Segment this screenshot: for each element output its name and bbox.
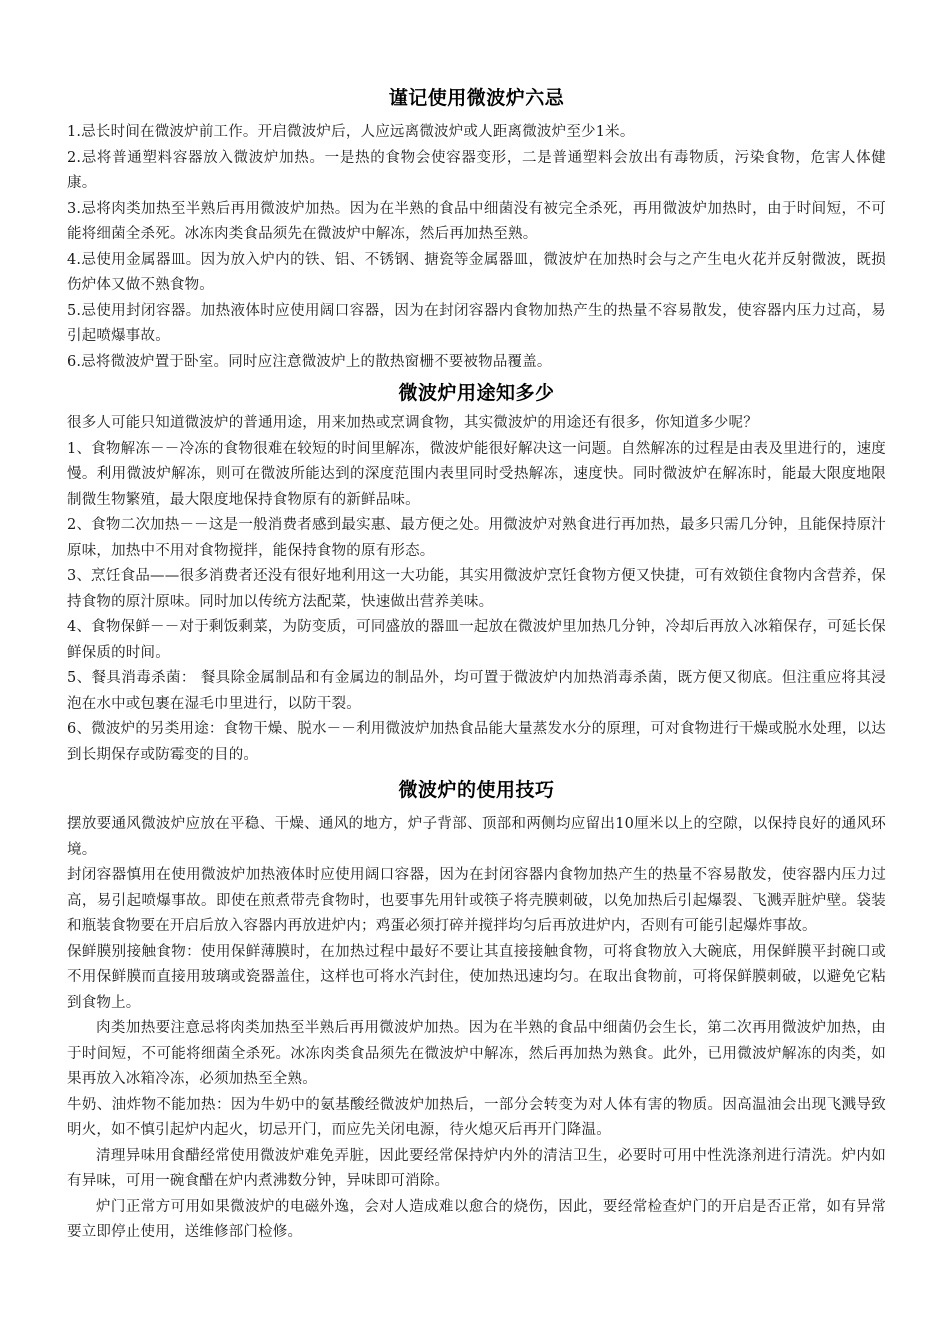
- paragraph: 牛奶、油炸物不能加热：因为牛奶中的氨基酸经微波炉加热后，一部分会转变为对人体有害的物质。因高温油会出现飞溅导致明火，如不慎引起炉内起火，切忌开门，而应先关闭电源，待火熄灭后再开门降温。: [67, 1096, 886, 1138]
- paragraph: 清理异味用食醋经常使用微波炉难免弄脏，因此要经常保持炉内外的清洁卫生，必要时可用中性洗涤剂进行清洗。炉内如有异味，可用一碗食醋在炉内煮沸数分钟，异味即可消除。: [67, 1147, 886, 1189]
- paragraph: 封闭容器慎用在使用微波炉加热液体时应使用阔口容器，因为在封闭容器内食物加热产生的热量不容易散发，使容器内压力过高，易引起喷爆事故。即使在煎煮带壳食物时，也要事先用针或筷子将壳膜刺破，以免加热后引起爆裂、飞溅弄脏炉壁。袋装和瓶装食物要在开启后放入容器内再放进炉内；鸡蛋必须打碎并搅拌均匀后再放进炉内，否则有可能引起爆炸事故。: [67, 867, 886, 934]
- paragraph: 1、食物解冻－－冷冻的食物很难在较短的时间里解冻，微波炉能很好解决这一问题。自然解冻的过程是由表及里进行的，速度慢。利用微波炉解冻，则可在微波所能达到的深度范围内表里同时受热解冻，速度快。同时微波炉在解冻时，能最大限度地限制微生物繁殖，最大限度地保持食物原有的新鲜品味。: [67, 440, 886, 508]
- paragraph: 肉类加热要注意忌将肉类加热至半熟后再用微波炉加热。因为在半熟的食品中细菌仍会生长，第二次再用微波炉加热，由于时间短，不可能将细菌全杀死。冰冻肉类食品须先在微波炉中解冻，然后再加热为熟食。此外，已用微波炉解冻的肉类，如果再放入冰箱冷冻，必须加热至全熟。: [67, 1020, 886, 1087]
- paragraph: 保鲜膜别接触食物：使用保鲜薄膜时，在加热过程中最好不要让其直接接触食物，可将食物放入大碗底，用保鲜膜平封碗口或不用保鲜膜而直接用玻璃或瓷器盖住，这样也可将水汽封住，使加热迅速均匀。在取出食物前，可将保鲜膜刺破，以避免它粘到食物上。: [67, 943, 886, 1011]
- paragraph: 2、食物二次加热－－这是一般消费者感到最实惠、最方便之处。用微波炉对熟食进行再加热，最多只需几分钟，且能保持原汁原味，加热中不用对食物搅拌，能保持食物的原有形态。: [67, 517, 886, 559]
- section-title-six-taboos: 谨记使用微波炉六忌: [388, 87, 565, 109]
- paragraph: 1.忌长时间在微波炉前工作。开启微波炉后，人应远离微波炉或人距离微波炉至少1米。: [67, 124, 635, 140]
- paragraph: 6、微波炉的另类用途：食物干燥、脱水－－利用微波炉加热食品能大量蒸发水分的原理，可对食物进行干燥或脱水处理，以达到长期保存或防霉变的目的。: [67, 721, 886, 763]
- paragraph: 炉门正常方可用如果微波炉的电磁外逸，会对人造成难以愈合的烧伤，因此，要经常检查炉门的开启是否正常，如有异常要立即停止使用，送维修部门检修。: [67, 1198, 886, 1240]
- paragraph: 6.忌将微波炉置于卧室。同时应注意微波炉上的散热窗栅不要被物品覆盖。: [67, 353, 552, 370]
- section-tips: [67, 812, 886, 1246]
- section-uses: [67, 411, 886, 768]
- paragraph: 4.忌使用金属器皿。因为放入炉内的铁、铝、不锈钢、搪瓷等金属器皿，微波炉在加热时会与之产生电火花并反射微波，既损伤炉体又做不熟食物。: [67, 251, 886, 293]
- paragraph: 很多人可能只知道微波炉的普通用途，用来加热或烹调食物，其实微波炉的用途还有很多，你知道多少呢？: [67, 415, 758, 431]
- paragraph: 5、餐具消毒杀菌： 餐具除金属制品和有金属边的制品外，均可置于微波炉内加热消毒杀菌，既方便又彻底。但注重应将其浸泡在水中或包裹在湿毛巾里进行，以防干裂。: [67, 670, 886, 712]
- section-title-uses: 微波炉用途知多少: [398, 382, 555, 404]
- paragraph: 3.忌将肉类加热至半熟后再用微波炉加热。因为在半熟的食品中细菌没有被完全杀死，再用微波炉加热时，由于时间短，不可能将细菌全杀死。冰冻肉类食品须先在微波炉中解冻，然后再加热至熟。: [67, 200, 886, 242]
- paragraph: 4、食物保鲜－－对于剩饭剩菜，为防变质，可同盛放的器皿一起放在微波炉里加热几分钟，冷却后再放入冰箱保存，可延长保鲜保质的时间。: [67, 619, 886, 661]
- section-six-taboos: [67, 120, 886, 375]
- paragraph: 3、烹饪食品——很多消费者还没有很好地利用这一大功能，其实用微波炉烹饪食物方便又快捷，可有效锁住食物内含营养，保持食物的原汁原味。同时加以传统方法配菜，快速做出营养美味。: [67, 568, 886, 610]
- paragraph: 2.忌将普通塑料容器放入微波炉加热。一是热的食物会使容器变形，二是普通塑料会放出有毒物质，污染食物，危害人体健康。: [67, 149, 886, 191]
- paragraph: 5.忌使用封闭容器。加热液体时应使用阔口容器，因为在封闭容器内食物加热产生的热量不容易散发，使容器内压力过高，易引起喷爆事故。: [67, 302, 886, 344]
- section-title-tips: 微波炉的使用技巧: [398, 779, 555, 801]
- paragraph: 摆放要通风微波炉应放在平稳、干燥、通风的地方，炉子背部、顶部和两侧均应留出10厘米以上的空隙，以保持良好的通风环境。: [67, 816, 886, 858]
